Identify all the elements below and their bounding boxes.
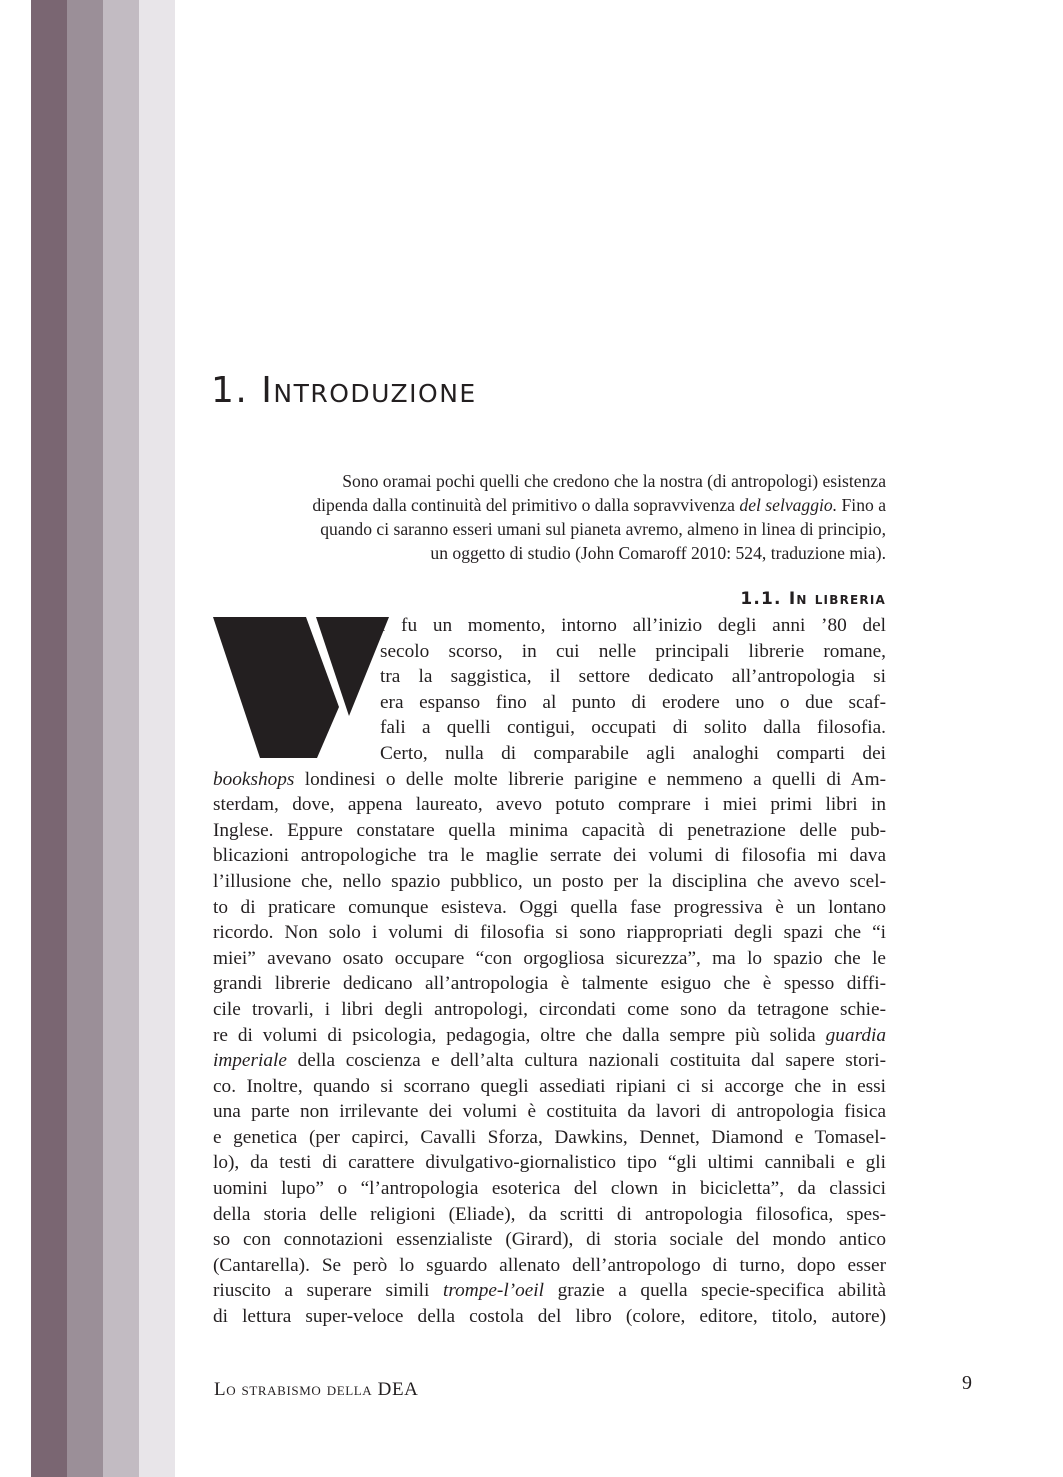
- body-line: so con connotazioni essenzialiste (Girard), di storia sociale del mondo antico: [213, 1229, 886, 1251]
- body-line: ricordo. Non solo i volumi di filosofia si sono riappropriati degli spazi che “i: [213, 922, 886, 944]
- epigraph: [226, 469, 886, 565]
- body-line: [213, 1278, 886, 1304]
- body-text-run: grazie a quella specie-specifica abilità: [544, 1280, 887, 1302]
- epigraph-text: dipenda dalla continuità del primitivo o dalla sopravvivenza: [312, 495, 740, 515]
- body-text: [213, 613, 886, 1330]
- body-text-run: re di volumi di psicologia, pedagogia, oltre che dalla sempre più solida: [213, 1024, 826, 1046]
- page-number: 9: [962, 1372, 972, 1394]
- body-line: cile trovarli, i libri degli antropologi, circondati come sono da tetragone schie-: [213, 998, 886, 1020]
- body-line: miei” avevano osato occupare “con orgogliosa sicurezza”, ma lo spazio che le: [213, 947, 886, 969]
- epigraph-line: [226, 493, 886, 517]
- body-line: Inglese. Eppure constatare quella minima capacità di penetrazione delle pub-: [213, 819, 886, 841]
- body-text-run: londinesi o delle molte librerie parigine e nemmeno a quelli di Am-: [294, 768, 886, 790]
- epigraph-line: Sono oramai pochi quelli che credono che la nostra (di antropologi) esistenza: [342, 471, 886, 491]
- body-line: i fu un momento, intorno all’inizio degli anni ’80 del: [380, 615, 886, 636]
- decorative-stripe-1: [31, 0, 67, 1477]
- body-line: grandi librerie dedicano all’antropologia è talmente esiguo che è spesso diffi-: [213, 973, 886, 995]
- body-emphasis: trompe-l’oeil: [442, 1280, 545, 1302]
- section-heading: 1.1. In libreria: [740, 589, 886, 609]
- running-title: Lo strabismo della DEA: [214, 1379, 419, 1400]
- epigraph-line: un oggetto di studio (John Comaroff 2010: 524, traduzione mia).: [430, 543, 886, 563]
- body-line: l’illusione che, nello spazio pubblico, un posto per la disciplina che avevo scel-: [213, 870, 886, 892]
- body-line: era espanso fino al punto di erodere uno o due scaf-: [380, 691, 886, 713]
- body-line: blicazioni antropologiche tra le maglie serrate dei volumi di filosofia mi dava: [213, 845, 886, 867]
- body-line: uomini lupo” o “l’antropologia esoterica del clown in bicicletta”, da classici: [213, 1178, 886, 1200]
- body-line: di lettura super-veloce della costola del libro (colore, editore, titolo, autore): [213, 1306, 886, 1328]
- body-line: una parte non irrilevante dei volumi è costituita da lavori di antropologia fisica: [213, 1101, 886, 1123]
- epigraph-emphasis: del selvaggio.: [739, 495, 838, 515]
- body-line: to di praticare comunque esisteva. Oggi quella fase progressiva è un lontano: [213, 896, 886, 918]
- decorative-stripe-3: [103, 0, 139, 1477]
- body-emphasis: imperiale: [213, 1050, 287, 1072]
- body-emphasis: guardia: [825, 1024, 886, 1046]
- body-line: secolo scorso, in cui nelle principali librerie romane,: [380, 640, 886, 662]
- body-line: lo), da testi di carattere divulgativo-giornalistico tipo “gli ultimi cannibali e gli: [213, 1152, 886, 1174]
- body-line: fali a quelli contigui, occupati di solito dalla filosofia.: [380, 717, 886, 739]
- body-line: e genetica (per capirci, Cavalli Sforza, Dawkins, Dennet, Diamond e Tomasel-: [213, 1126, 886, 1148]
- body-line: (Cantarella). Se però lo sguardo allenato dell’antropologo di turno, dopo esser: [213, 1254, 886, 1276]
- body-emphasis: bookshops: [213, 768, 295, 790]
- decorative-stripe-4: [139, 0, 175, 1477]
- epigraph-text: Fino a: [837, 495, 886, 515]
- epigraph-line: quando ci saranno esseri umani sul pianeta avremo, almeno in linea di principio,: [320, 519, 886, 539]
- body-line: Certo, nulla di comparabile agli analoghi comparti dei: [380, 742, 886, 764]
- body-line: tra la saggistica, il settore dedicato all’antropologia si: [380, 666, 886, 688]
- body-line: [213, 1048, 886, 1074]
- body-line: [213, 767, 886, 793]
- decorative-stripe-2: [67, 0, 103, 1477]
- body-line: [213, 1023, 886, 1049]
- chapter-title: 1. Introduzione: [211, 370, 477, 411]
- body-line: co. Inoltre, quando si scorrano quegli assediati ripiani ci si accorge che in essi: [213, 1075, 886, 1097]
- body-line: della storia delle religioni (Eliade), da scritti di antropologia filosofica, spes-: [213, 1203, 886, 1225]
- body-text-run: riuscito a superare simili: [213, 1280, 443, 1302]
- body-text-run: della coscienza e dell’alta cultura nazionali costituita dal sapere stori-: [286, 1050, 886, 1072]
- body-line: sterdam, dove, appena laureato, avevo potuto comprare i miei primi libri in: [213, 794, 886, 816]
